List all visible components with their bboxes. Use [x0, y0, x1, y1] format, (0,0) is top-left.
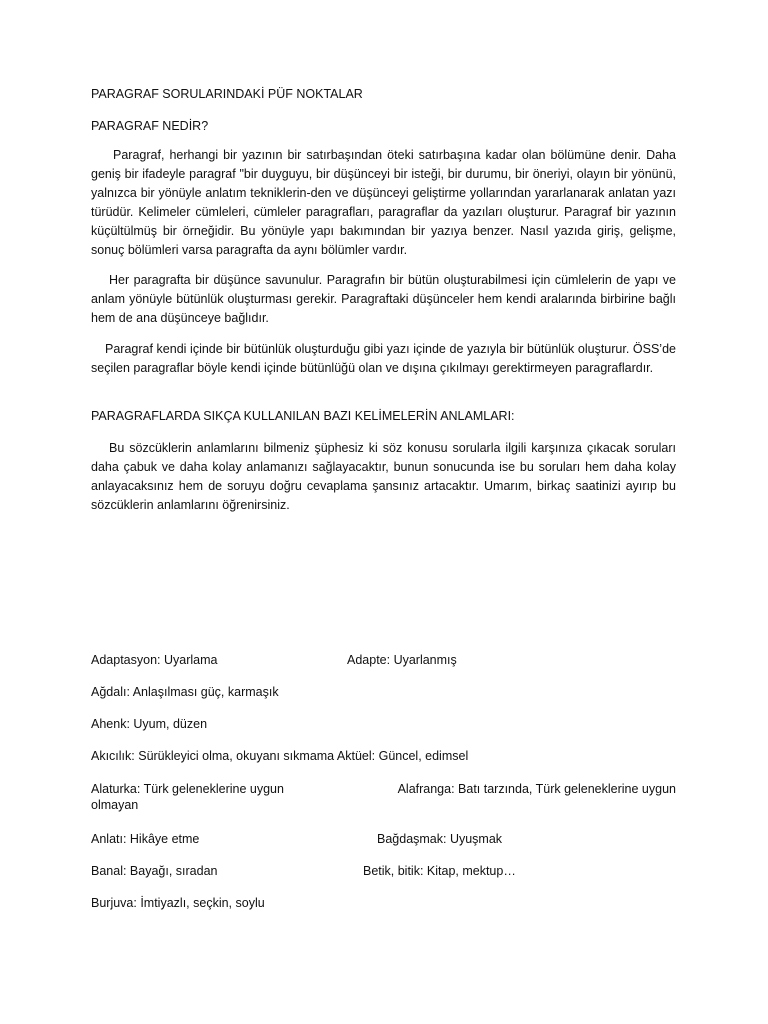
glossary-term-ahenk: Ahenk: Uyum, düzen [91, 717, 208, 731]
glossary-term-anlati: Anlatı: Hikâye etme [91, 832, 200, 846]
glossary-term-adaptasyon: Adaptasyon: Uyarlama [91, 653, 218, 667]
section-heading-kelimeler: PARAGRAFLARDA SIKÇA KULLANILAN BAZI KELİMELERİN ANLAMLARI: [91, 409, 515, 423]
paragraph-unity: Paragraf kendi içinde bir bütünlük oluşturduğu gibi yazı içinde de yazıyla bir bütünlük oluşturur. ÖSS’de seçilen paragraflar böyle kendi içinde bütünlüğü olan ve dışına çıkılmayı gerektirmeyen paragraflardır. [91, 342, 676, 375]
glossary-term-agdali: Ağdalı: Anlaşılması güç, karmaşık [91, 685, 279, 699]
glossary-term-bagdasmak: Bağdaşmak: Uyuşmak [377, 832, 503, 846]
glossary-term-alafranga-continued: olmayan [91, 798, 139, 812]
glossary-term-alaturka: Alaturka: Türk geleneklerine uygun [91, 782, 284, 796]
glossary-term-banal: Banal: Bayağı, sıradan [91, 864, 218, 878]
glossary-term-betik: Betik, bitik: Kitap, mektup… [363, 864, 516, 878]
section-heading-paragraf-nedir: PARAGRAF NEDİR? [91, 119, 209, 133]
glossary-term-akicilik: Akıcılık: Sürükleyici olma, okuyanı sıkmama Aktüel: Güncel, edimsel [91, 749, 469, 763]
paragraph-definition: Paragraf, herhangi bir yazının bir satırbaşından öteki satırbaşına kadar olan bölümüne denir. Daha geniş bir ifadeyle paragraf "bir duyguyu, bir düşünceyi bir isteği, bir durumu, bir öneriyi, olayın bir yönünü, yalnızca bir yönüyle anlatım tekniklerin-den ve düşünceyi geliştirme yollarından yararlanarak anlatan yazı türüdür. Kelimeler cümleleri, cümleler paragrafları, paragraflar da yazıları oluşturur. Paragraf bir yazının küçültülmüş bir örneğidir. Bu yönüyle yapı bakımından bir yazıya benzer. Nasıl yazıda giriş, gelişme, sonuç bölümleri varsa paragrafta da aynı bölümler vardır. [91, 148, 676, 257]
paragraph-thought: Her paragrafta bir düşünce savunulur. Paragrafın bir bütün oluşturabilmesi için cümlelerin de yapı ve anlam yönüyle bütünlük oluşturması gerekir. Paragraftaki düşünceler hem kendi aralarında birbirine bağlı hem de ana düşünceye bağlıdır. [91, 273, 676, 325]
glossary-term-alafranga: Alafranga: Batı tarzında, Türk geleneklerine uygun [397, 782, 676, 796]
glossary-term-adapte: Adapte: Uyarlanmış [347, 653, 457, 667]
document-title: PARAGRAF SORULARINDAKİ PÜF NOKTALAR [91, 87, 363, 101]
glossary-term-burjuva: Burjuva: İmtiyazlı, seçkin, soylu [91, 896, 265, 910]
paragraph-intro: Bu sözcüklerin anlamlarını bilmeniz şüphesiz ki söz konusu sorularla ilgili karşınıza çıkacak soruları daha çabuk ve daha kolay anlamanızı sağlayacaktır, bunun sonucunda ise bu soruları hem daha kolay anlayacaksınız hem de soruyu doğru cevaplama şansınız artacaktır. Umarım, birkaç saatinizi ayırıp bu sözcüklerin anlamlarını öğrenirsiniz. [91, 441, 676, 512]
